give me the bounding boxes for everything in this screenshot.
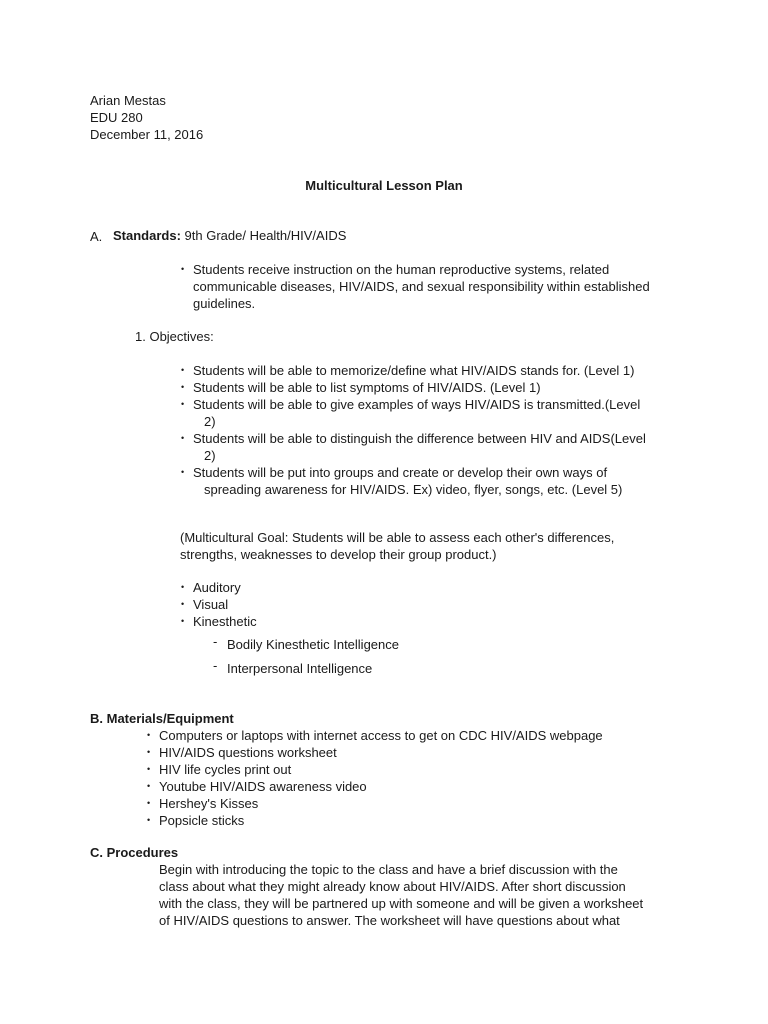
objective-text: Students will be able to list symptoms of HIV/AIDS. (Level 1)	[193, 380, 541, 395]
objective-text: Students will be able to give examples of ways HIV/AIDS is transmitted.(Level	[193, 397, 641, 412]
objective-continuation: 2)	[204, 448, 216, 463]
standards-list	[193, 261, 650, 312]
objective-item	[193, 379, 646, 396]
objective-continuation: spreading awareness for HIV/AIDS. Ex) video, flyer, songs, etc. (Level 5)	[204, 482, 623, 497]
dash-marker: -	[213, 634, 218, 649]
section-a-marker: A.	[90, 229, 103, 244]
objective-text: Students will be able to distinguish the difference between HIV and AIDS(Level	[193, 431, 646, 446]
document-date: December 11, 2016	[90, 127, 204, 142]
material-item: • Hershey's Kisses	[159, 795, 603, 812]
material-item: • HIV life cycles print out	[159, 761, 603, 778]
learning-style-item: • Kinesthetic	[193, 613, 257, 630]
standards-heading	[113, 227, 346, 244]
procedures-heading: C. Procedures	[90, 845, 179, 860]
objective-item	[193, 464, 646, 498]
learning-styles-list	[193, 579, 257, 630]
intelligence-text: Interpersonal Intelligence	[227, 661, 373, 676]
standard-item	[193, 261, 650, 312]
standard-line: guidelines.	[193, 296, 256, 311]
learning-style-item: • Auditory	[193, 579, 257, 596]
standard-line: communicable diseases, HIV/AIDS, and sexual responsibility within established	[193, 279, 650, 294]
standard-line: Students receive instruction on the human reproductive systems, related	[193, 262, 610, 277]
objectives-heading: 1. Objectives:	[135, 329, 214, 344]
objective-item	[193, 430, 646, 464]
procedure-line: class about what they might already know about HIV/AIDS. After short discussion	[159, 879, 626, 894]
intelligence-item	[213, 634, 399, 653]
material-item: • Computers or laptops with internet access to get on CDC HIV/AIDS webpage	[159, 727, 603, 744]
procedure-line: Begin with introducing the topic to the class and have a brief discussion with the	[159, 862, 618, 877]
intelligence-item	[213, 658, 373, 677]
standards-value: 9th Grade/ Health/HIV/AIDS	[184, 228, 347, 243]
goal-line: strengths, weaknesses to develop their group product.)	[180, 547, 497, 562]
objective-item	[193, 362, 646, 379]
dash-marker: -	[213, 658, 218, 673]
document-title: Multicultural Lesson Plan	[305, 178, 463, 193]
course-code: EDU 280	[90, 110, 143, 125]
standards-label: Standards:	[113, 228, 181, 243]
learning-style-item: • Visual	[193, 596, 257, 613]
procedures-paragraph	[159, 861, 643, 929]
materials-list	[159, 727, 603, 829]
objectives-list	[193, 362, 646, 498]
procedure-line: of HIV/AIDS questions to answer. The worksheet will have questions about what	[159, 913, 620, 928]
intelligence-text: Bodily Kinesthetic Intelligence	[227, 637, 399, 652]
goal-line: (Multicultural Goal: Students will be able to assess each other's differences,	[180, 530, 615, 545]
objective-text: Students will be put into groups and create or develop their own ways of	[193, 465, 608, 480]
materials-heading: B. Materials/Equipment	[90, 711, 234, 726]
material-item: • HIV/AIDS questions worksheet	[159, 744, 603, 761]
author-name: Arian Mestas	[90, 93, 166, 108]
objective-text: Students will be able to memorize/define what HIV/AIDS stands for. (Level 1)	[193, 363, 635, 378]
procedure-line: with the class, they will be partnered up with someone and will be given a worksheet	[159, 896, 644, 911]
multicultural-goal	[180, 529, 614, 563]
objective-continuation: 2)	[204, 414, 216, 429]
material-item: • Popsicle sticks	[159, 812, 603, 829]
material-item: • Youtube HIV/AIDS awareness video	[159, 778, 603, 795]
objective-item	[193, 396, 646, 430]
